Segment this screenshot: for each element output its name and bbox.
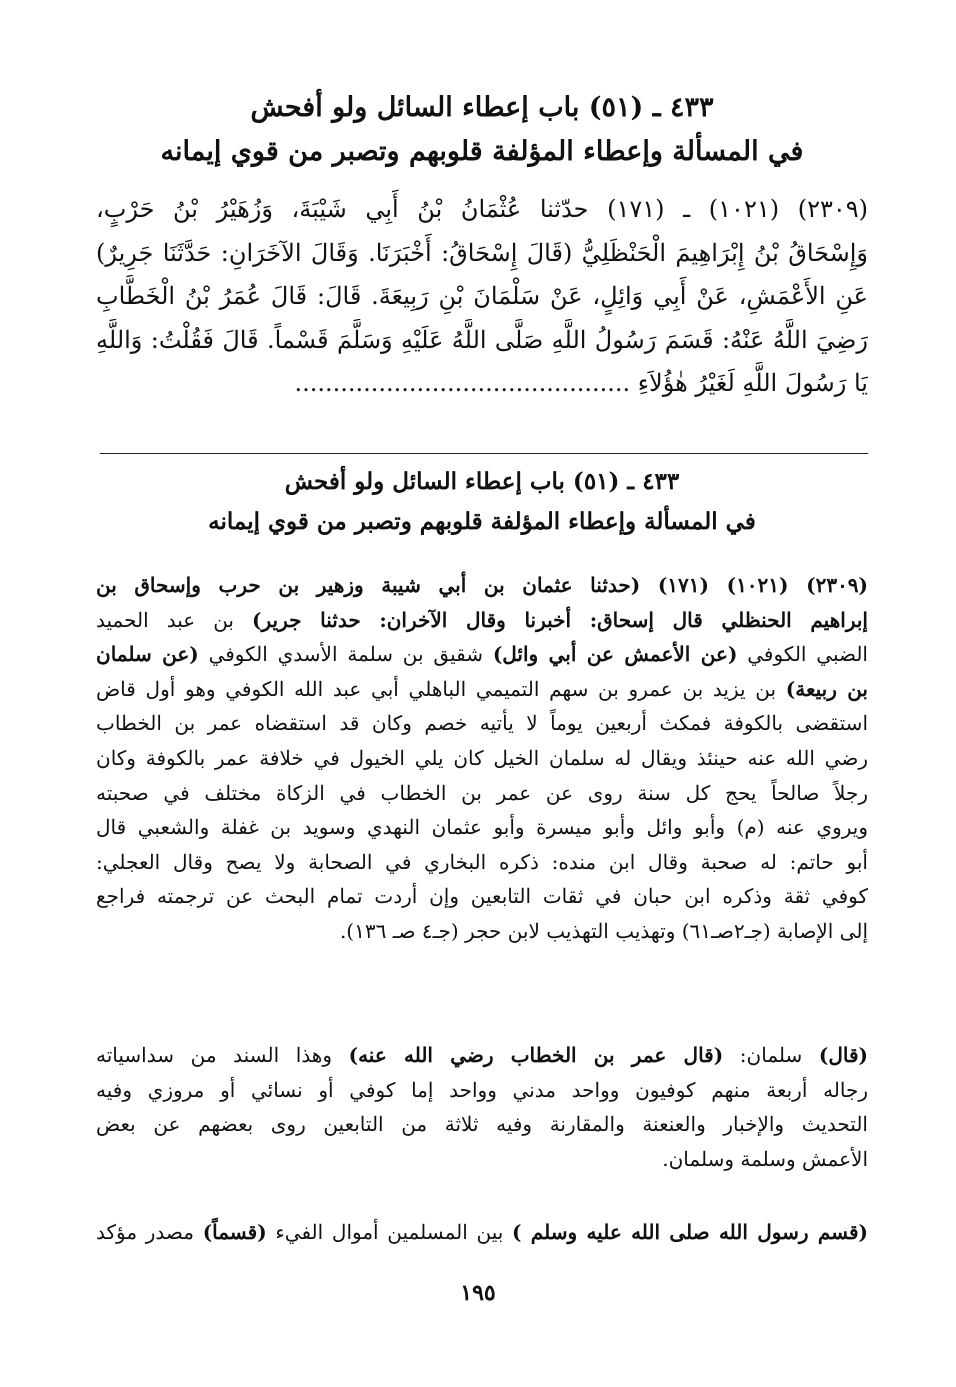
commentary-line: استقضى بالكوفة فمكث أربعين يوماً لا يأتيه خصم وكان قد استقضاه عمر بن الخطاب bbox=[96, 711, 868, 736]
commentary-paragraph-1 bbox=[96, 568, 868, 949]
divider-line bbox=[100, 453, 868, 454]
commentary-line: ويروي عنه (م) وأبو وائل وأبو ميسرة وأبو عثمان النهدي وسويد بن غفلة والشعبي قال bbox=[96, 815, 868, 840]
commentary-bold: إبراهيم الحنظلي قال إسحاق: أخبرنا وقال الآخران: حدثنا جرير) bbox=[252, 607, 868, 632]
commentary-bold: (٢٣٠٩) (١٠٢١) (١٧١) (حدثنا عثمان بن أبي شيبة وزهير بن حرب وإسحاق بن bbox=[96, 573, 868, 597]
commentary-bold: (قال عمر بن الخطاب رضي الله عنه) bbox=[348, 1043, 724, 1067]
commentary-text: شقيق بن سلمة الأسدي الكوفي bbox=[198, 642, 493, 667]
commentary-bold: (قسماً) bbox=[202, 1220, 267, 1244]
commentary-line: رضي الله عنه حينئذ ويقال له سلمان الخيل كان يلي الخيول في خلافة عمر بالكوفة وكان bbox=[96, 745, 868, 770]
commentary-line bbox=[96, 672, 868, 707]
commentary-text: بن عبد الحميد bbox=[96, 607, 253, 632]
commentary-line bbox=[96, 1038, 868, 1073]
commentary-text: بين المسلمين أموال الفيء bbox=[266, 1220, 513, 1244]
commentary-line: كوفي ثقة وذكره ابن حبان في ثقات التابعين وإن أردت تمام البحث عن ترجمته فراجع bbox=[96, 884, 868, 909]
commentary-paragraph-2 bbox=[96, 1038, 868, 1176]
hadith-line: (٢٣٠٩) (١٠٢١) ـ (١٧١) حدّثنا عُثْمَانُ بْنُ أَبِي شَيْبَةَ، وَزُهَيْرُ بْنُ حَرْبٍ، bbox=[96, 195, 868, 223]
commentary-bold: (عن سلمان bbox=[96, 642, 199, 667]
commentary-line bbox=[96, 568, 868, 603]
main-title-line-1: ٤٣٣ ـ (٥١) باب إعطاء السائل ولو أفحش bbox=[250, 92, 714, 123]
commentary-line: رجلاً صالحاً يحج كل سنة روى عن عمر بن الخطاب في الزكاة مختلف في صحبته bbox=[96, 780, 868, 805]
commentary-text: مصدر مؤكد bbox=[96, 1220, 203, 1244]
continuation-dots: ............................................ bbox=[294, 369, 631, 397]
commentary-bold: (قسم رسول الله صلى الله عليه وسلم ) bbox=[512, 1220, 868, 1244]
hadith-line: رَضِيَ اللَّهُ عَنْهُ: قَسَمَ رَسُولُ اللَّهِ صَلَّى اللَّهُ عَلَيْهِ وَسَلَّمَ قَسْماً. قَالَ فَقُلْتُ: وَاللَّهِ bbox=[96, 325, 868, 354]
commentary-bold: بن ربيعة) bbox=[785, 676, 868, 701]
commentary-line bbox=[96, 1215, 868, 1250]
commentary-paragraph-3 bbox=[96, 1215, 868, 1250]
hadith-line-text: يَا رَسُولَ اللَّهِ لَغَيْرُ هٰؤُلاَءِ bbox=[637, 369, 868, 397]
main-title bbox=[96, 86, 868, 174]
commentary-text: الضبي الكوفي bbox=[737, 642, 868, 667]
commentary-text: وهذا السند من سداسياته bbox=[96, 1043, 349, 1067]
hadith-line-last bbox=[96, 362, 868, 406]
hadith-line: عَنِ الأَعْمَشِ، عَنْ أَبِي وَائِلٍ، عَنْ سَلْمَانَ بْنِ رَبِيعَةَ. قَالَ: قَالَ عُمَرُ بْنُ الْخَطَّابِ bbox=[96, 282, 868, 310]
commentary-line: أبو حاتم: له صحبة وقال ابن منده: ذكره البخاري في الصحابة ولا يصح وقال العجلي: bbox=[96, 849, 868, 874]
commentary-title-line-1: ٤٣٣ ـ (٥١) باب إعطاء السائل ولو أفحش bbox=[284, 468, 680, 495]
page-number: ١٩٥ bbox=[460, 1280, 496, 1306]
hadith-text bbox=[96, 188, 868, 406]
commentary-line: الأعمش وسلمة وسلمان. bbox=[662, 1146, 868, 1171]
commentary-line: التحديث والإخبار والعنعنة والمقارنة وفيه ثلاثة من التابعين روى بعضهم عن بعض bbox=[96, 1112, 868, 1137]
commentary-text: سلمان: bbox=[723, 1043, 819, 1067]
commentary-title-line-2: في المسألة وإعطاء المؤلفة قلوبهم وتصبر من قوي إيمانه bbox=[208, 508, 756, 535]
commentary-text: بن يزيد بن عمرو بن سهم التميمي الباهلي أبي عبد الله الكوفي وهو أول قاض bbox=[96, 676, 786, 701]
commentary-bold: (عن الأعمش عن أبي وائل) bbox=[492, 642, 738, 667]
commentary-line: إلى الإصابة (جـ٢صـ٦١) وتهذيب التهذيب لابن حجر (جـ٤ صـ ١٣٦). bbox=[339, 918, 868, 943]
commentary-line: رجاله أربعة منهم كوفيون وواحد مدني وواحد إما كوفي أو نسائي أو مروزي وفيه bbox=[96, 1077, 868, 1102]
commentary-bold: (قال) bbox=[818, 1043, 868, 1067]
main-title-line-2: في المسألة وإعطاء المؤلفة قلوبهم وتصبر من قوي إيمانه bbox=[160, 136, 804, 167]
hadith-line: وَإِسْحَاقُ بْنُ إِبْرَاهِيمَ الْحَنْظَلِيُّ (قَالَ إِسْحَاقُ: أَخْبَرَنَا. وَقَالَ الآخَرَانِ: حَدَّثَنَا جَرِيرٌ) bbox=[96, 238, 868, 267]
commentary-title bbox=[96, 462, 868, 542]
commentary-line bbox=[96, 603, 868, 638]
commentary-line bbox=[96, 637, 868, 672]
